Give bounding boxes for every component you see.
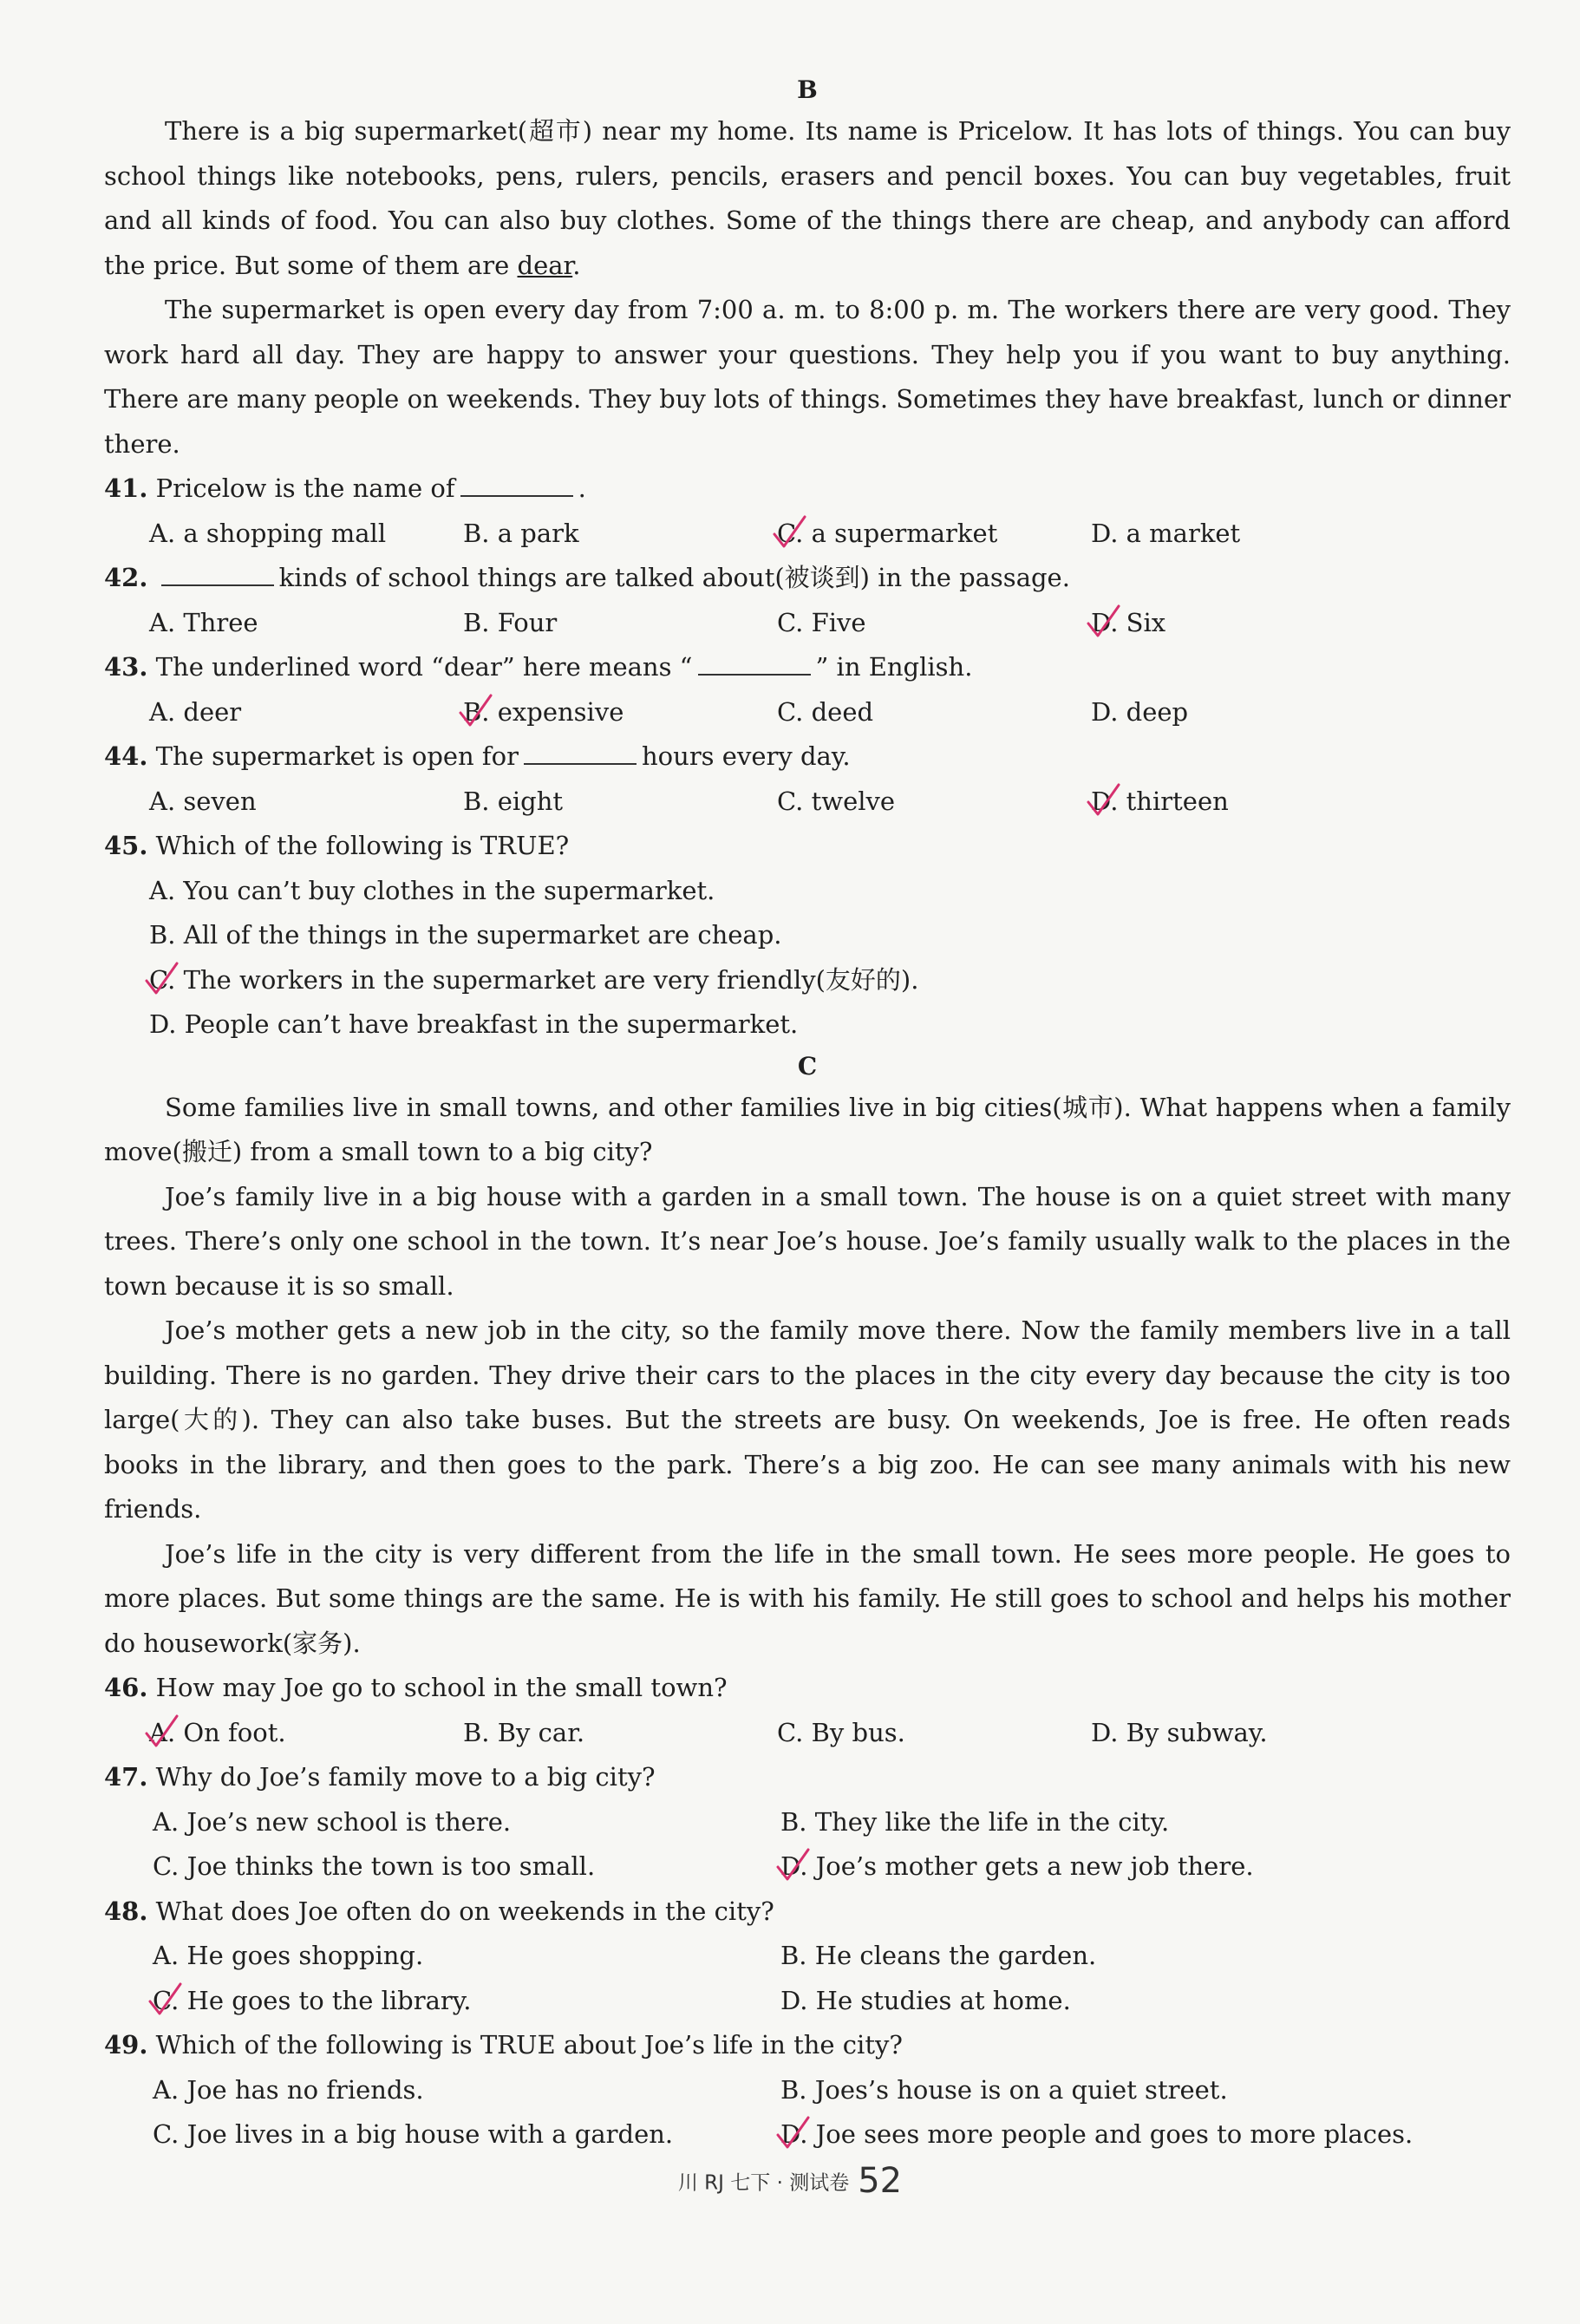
option-b[interactable]: B. They like the life in the city. <box>780 1806 1170 1837</box>
question-42-options <box>104 601 1511 646</box>
question-text: How may Joe go to school in the small town? <box>155 1673 728 1702</box>
section-c-paragraph-3: Joe’s mother gets a new job in the city, so the family move there. Now the family members live in a tall building. There is no garden. They drive their cars to the places in the city every day because the city is too large(大的). They can also take buses. But the streets are busy. On weekends, Joe is free. He often reads books in the library, and then goes to the park. There’s a big zoo. He can see many animals with his new friends. <box>104 1315 1511 1524</box>
option-b[interactable]: B. By car. <box>463 1717 585 1747</box>
option-label: B. expensive <box>463 696 624 727</box>
question-43-options <box>104 690 1511 735</box>
option-c[interactable]: C. Joe thinks the town is too small. <box>153 1851 596 1881</box>
option-a[interactable]: A. You can’t buy clothes in the supermarket. <box>149 875 715 905</box>
section-b-p1-end: . <box>572 250 581 280</box>
option-d[interactable]: D. He studies at home. <box>780 1985 1071 2015</box>
option-b[interactable]: B. Joes’s house is on a quiet street. <box>780 2074 1228 2105</box>
question-number: 48. <box>104 1896 148 1926</box>
option-d[interactable]: D. a market <box>1091 518 1241 548</box>
option-label: D. Joe’s mother gets a new job there. <box>780 1851 1254 1881</box>
question-number: 45. <box>104 831 148 860</box>
footer-label: 川 RJ 七下 · 测试卷 <box>677 2171 850 2195</box>
question-47-options <box>104 1800 1511 1890</box>
option-label: D. Joe sees more people and goes to more places. <box>780 2119 1414 2149</box>
question-45 <box>104 824 1511 869</box>
option-label: C. a supermarket <box>777 518 998 548</box>
question-text: The underlined word “dear” here means “ <box>155 652 693 682</box>
option-c[interactable]: C. By bus. <box>777 1717 905 1747</box>
option-a[interactable]: A. Joe has no friends. <box>153 2074 424 2105</box>
section-b-title: B <box>797 75 818 104</box>
answer-blank <box>460 474 573 497</box>
section-c-paragraph-4: Joe’s life in the city is very different from the life in the small town. He sees more people. He goes to more places. But some things are the same. He is with his family. He still goes to school and helps his mother do housework(家务). <box>104 1538 1511 1658</box>
question-42 <box>104 556 1511 601</box>
question-49-options <box>104 2068 1511 2158</box>
question-43 <box>104 645 1511 690</box>
option-c[interactable]: C. deed <box>777 696 874 727</box>
option-a[interactable]: A. Three <box>149 607 258 637</box>
option-label: D. Six <box>1091 607 1166 637</box>
option-c-checked[interactable] <box>153 1979 780 2024</box>
question-46 <box>104 1666 1511 1711</box>
answer-blank <box>161 564 274 586</box>
option-c-checked[interactable] <box>777 512 1091 557</box>
option-d[interactable]: D. By subway. <box>1091 1717 1268 1747</box>
question-text: The supermarket is open for <box>155 741 519 771</box>
question-number: 47. <box>104 1762 148 1792</box>
option-a[interactable]: A. He goes shopping. <box>153 1941 424 1970</box>
question-41 <box>104 467 1511 512</box>
section-b-p1-text: There is a big supermarket(超市) near my home. Its name is Pricelow. It has lots of things. You can buy school things like notebooks, pens, rulers, pencils, erasers and pencil boxes. You can buy vegetables, fruit and all kinds of food. You can also buy clothes. Some of the things there are cheap, and anybody can afford the price. But some of them are <box>104 116 1511 280</box>
question-number: 42. <box>104 563 148 592</box>
option-c-checked[interactable] <box>149 958 1511 1003</box>
option-b[interactable]: B. All of the things in the supermarket are cheap. <box>149 920 782 950</box>
option-d-checked[interactable] <box>1091 601 1405 646</box>
answer-blank <box>698 653 811 676</box>
section-c-paragraph-1: Some families live in small towns, and other families live in big cities(城市). What happens when a family move(搬迁) from a small town to a big city? <box>104 1092 1511 1166</box>
question-number: 41. <box>104 473 148 503</box>
section-c-title: C <box>797 1051 818 1080</box>
section-c-paragraph-2: Joe’s family live in a big house with a garden in a small town. The house is on a quiet street with many trees. There’s only one school in the town. It’s near Joe’s house. Joe’s family usually walk to the places in the town because it is so small. <box>104 1181 1511 1301</box>
option-d-checked[interactable] <box>780 1844 1408 1890</box>
question-48 <box>104 1890 1511 1935</box>
question-number: 43. <box>104 652 148 682</box>
question-44 <box>104 734 1511 780</box>
option-label: C. He goes to the library. <box>153 1985 472 2015</box>
option-a[interactable]: A. deer <box>149 696 242 727</box>
option-label: C. The workers in the supermarket are very friendly(友好的). <box>149 964 919 995</box>
option-c[interactable]: C. twelve <box>777 786 896 816</box>
question-text: Pricelow is the name of <box>155 473 455 503</box>
question-number: 44. <box>104 741 148 771</box>
question-49 <box>104 2023 1511 2068</box>
question-text: Which of the following is TRUE about Joe’s life in the city? <box>155 2030 903 2060</box>
option-b[interactable]: B. a park <box>463 518 579 548</box>
option-a[interactable]: A. Joe’s new school is there. <box>153 1806 512 1837</box>
page-footer <box>0 2161 1580 2201</box>
question-text-end: ” in English. <box>815 652 973 682</box>
option-d[interactable]: D. deep <box>1091 696 1189 727</box>
question-number: 46. <box>104 1673 148 1702</box>
option-c[interactable]: C. Joe lives in a big house with a garden. <box>153 2119 674 2149</box>
option-b[interactable]: B. He cleans the garden. <box>780 1941 1097 1970</box>
answer-blank <box>524 742 637 765</box>
question-text: Which of the following is TRUE? <box>155 831 570 860</box>
question-47 <box>104 1755 1511 1800</box>
option-b-checked[interactable] <box>463 690 777 735</box>
underlined-word-dear: dear <box>517 250 573 280</box>
question-number: 49. <box>104 2030 148 2060</box>
question-text: Why do Joe’s family move to a big city? <box>155 1762 656 1792</box>
question-46-options <box>104 1711 1511 1756</box>
question-text: kinds of school things are talked about(被谈到) in the passage. <box>278 563 1070 592</box>
option-b[interactable]: B. Four <box>463 607 558 637</box>
option-b[interactable]: B. eight <box>463 786 564 816</box>
question-44-options <box>104 780 1511 825</box>
question-45-options <box>104 869 1511 1048</box>
question-48-options <box>104 1934 1511 2023</box>
question-text: What does Joe often do on weekends in the city? <box>155 1896 774 1926</box>
option-d-checked[interactable] <box>1091 780 1405 825</box>
option-c[interactable]: C. Five <box>777 607 866 637</box>
page-number: 52 <box>858 2161 903 2201</box>
option-label: A. On foot. <box>149 1717 286 1747</box>
reading-content <box>104 71 1511 2158</box>
section-b-paragraph-1 <box>104 109 1511 288</box>
option-d[interactable]: D. People can’t have breakfast in the supermarket. <box>149 1009 799 1039</box>
option-a-checked[interactable] <box>149 1711 463 1756</box>
option-label: D. thirteen <box>1091 786 1229 816</box>
question-41-options <box>104 512 1511 557</box>
option-a[interactable]: A. seven <box>149 786 257 816</box>
option-a[interactable]: A. a shopping mall <box>149 518 387 548</box>
question-text-end: . <box>578 473 586 503</box>
section-b-paragraph-2: The supermarket is open every day from 7:00 a. m. to 8:00 p. m. The workers there are very good. They work hard all day. They are happy to answer your questions. They help you if you want to buy anything. There are many people on weekends. They buy lots of things. Sometimes they have breakfast, lunch or dinner there. <box>104 295 1511 459</box>
question-text-end: hours every day. <box>642 741 851 771</box>
option-d-checked[interactable] <box>780 2112 1414 2158</box>
